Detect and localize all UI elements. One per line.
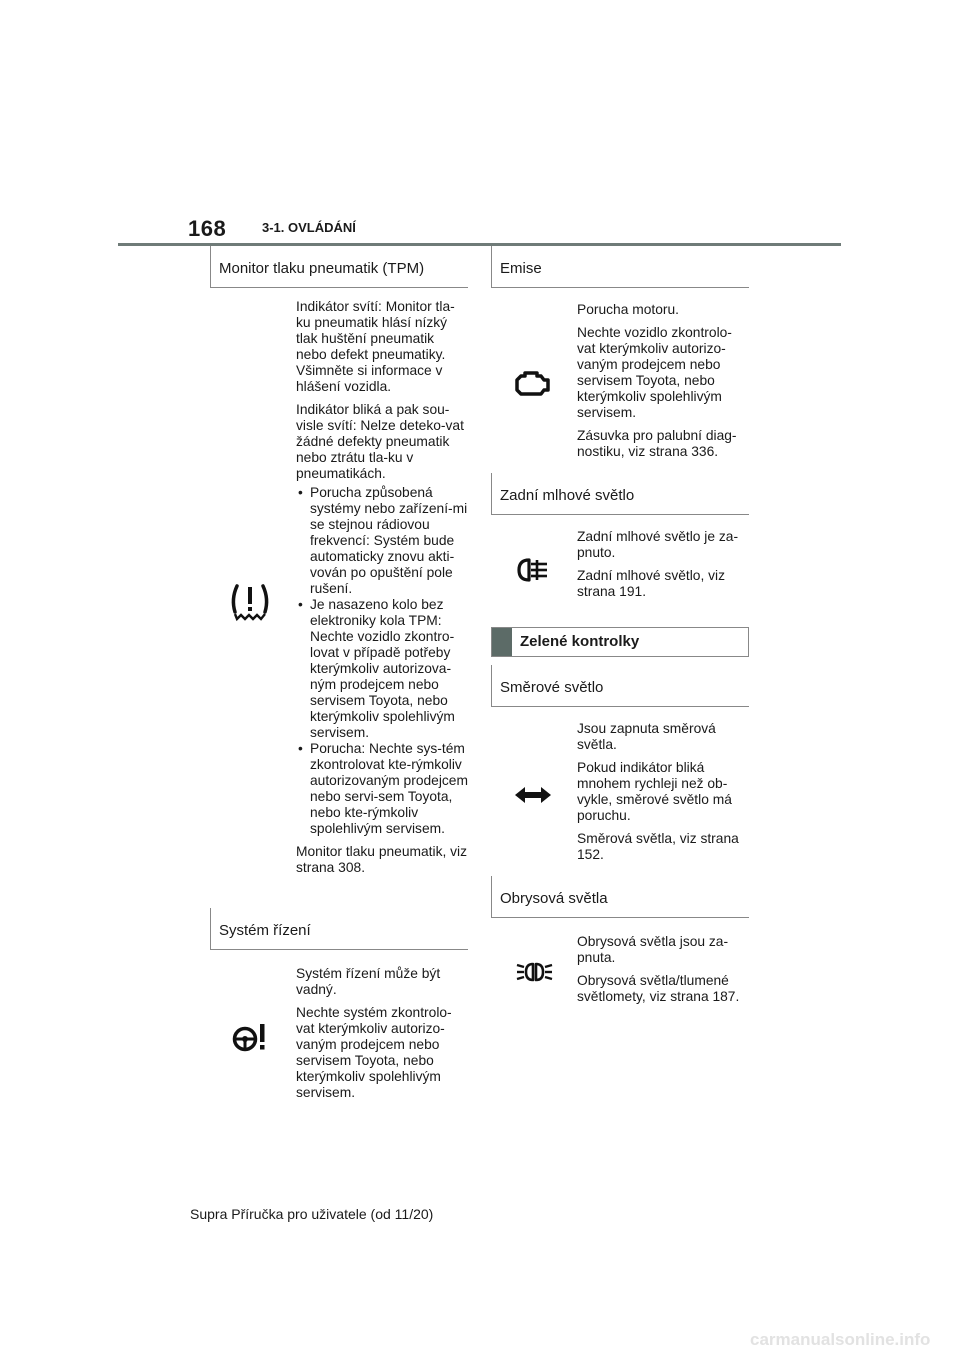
steering-paragraph-2: Nechte systém zkontrolo-vat kterýmkoliv autorizo-vaným prodejcem nebo servisem Toyota, nebo kterýmkoliv spolehlivým servisem. [296,1005,452,1100]
emise-paragraph-3: Zásuvka pro palubní diag-nostiku, viz strana 336. [577,428,737,459]
section-title-parking-lights: Obrysová světla [491,876,749,918]
section-title-emise: Emise [491,246,749,288]
tpm-paragraph-1: Indikátor svítí: Monitor tla-ku pneumatik hlásí nízký tlak huštění pneumatik nebo defekt pneumatiky. Všimněte si informace v hlášení vozidla. [296,299,455,394]
rear-fog-description [577,529,749,607]
emise-description [577,302,749,467]
section-swatch [492,628,512,656]
list-item: • Porucha způsobená systémy nebo zařízení-mi se stejnou rádiovou frekvencí: Systém bude automaticky znovu akti-vován po opuštění pole rušení. [296,485,468,597]
parking-lights-icon [515,961,553,983]
emise-paragraph-1: Porucha motoru. [577,302,679,317]
turn-signal-description [577,721,749,870]
section-title-tpm: Monitor tlaku pneumatik (TPM) [210,246,468,288]
tpm-paragraph-3: Monitor tlaku pneumatik, viz strana 308. [296,844,467,875]
emise-paragraph-2: Nechte vozidlo zkontrolo-vat kterýmkoliv autorizo-vaným prodejcem nebo servisem Toyota, nebo kterýmkoliv spolehlivým servisem. [577,325,732,420]
list-item: • Je nasazeno kolo bez elektroniky kola TPM: Nechte vozidlo zkontro-lovat v případě potřeby kterýmkoliv autorizova-ným prodejcem nebo servisem Toyota, nebo kterýmkoliv spolehlivým servisem. [296,597,468,741]
parking-lights-paragraph-1: Obrysová světla jsou za-pnuta. [577,934,729,965]
tire-pressure-warning-icon [229,582,271,622]
watermark: carmanualsonline.info [750,1330,931,1349]
footer-text: Supra Příručka pro uživatele (od 11/20) [190,1206,434,1222]
check-engine-icon [513,370,551,398]
section-title-rear-fog: Zadní mlhové světlo [491,473,749,515]
parking-lights-description [577,934,749,1012]
rear-fog-light-icon [515,556,551,584]
turn-signal-icon [514,785,552,805]
turn-signal-paragraph-3: Směrová světla, viz strana 152. [577,831,739,862]
tpm-bullet-list [296,485,468,837]
turn-signal-paragraph-1: Jsou zapnuta směrová světla. [577,721,716,752]
rear-fog-paragraph-2: Zadní mlhové světlo, viz strana 191. [577,568,725,599]
section-title-turn-signal: Směrové světlo [491,665,749,707]
steering-paragraph-1: Systém řízení může být vadný. [296,966,441,997]
turn-signal-paragraph-2: Pokud indikátor bliká mnohem rychleji než ob-vykle, směrové světlo má poruchu. [577,760,732,823]
rear-fog-paragraph-1: Zadní mlhové světlo je za-pnuto. [577,529,739,560]
chapter-title: 3-1. OVLÁDÁNÍ [262,220,356,235]
steering-description [296,966,468,1108]
section-title-green-indicators [491,627,749,657]
tpm-description [296,299,468,883]
tpm-paragraph-2: Indikátor bliká a pak sou-visle svítí: Nelze deteko-vat žádné defekty pneumatik nebo ztrátu tla-ku v pneumatikách. [296,402,464,481]
section-title-steering: Systém řízení [210,908,468,950]
green-indicators-label: Zelené kontrolky [520,633,640,650]
steering-warning-icon [232,1022,268,1054]
page-number: 168 [188,216,227,241]
list-item: • Porucha: Nechte sys-tém zkontrolovat kte-rýmkoliv autorizovaným prodejcem nebo servi-sem Toyota, nebo kte-rýmkoliv spolehlivým servisem. [296,741,468,837]
parking-lights-paragraph-2: Obrysová světla/tlumené světlomety, viz strana 187. [577,973,740,1004]
